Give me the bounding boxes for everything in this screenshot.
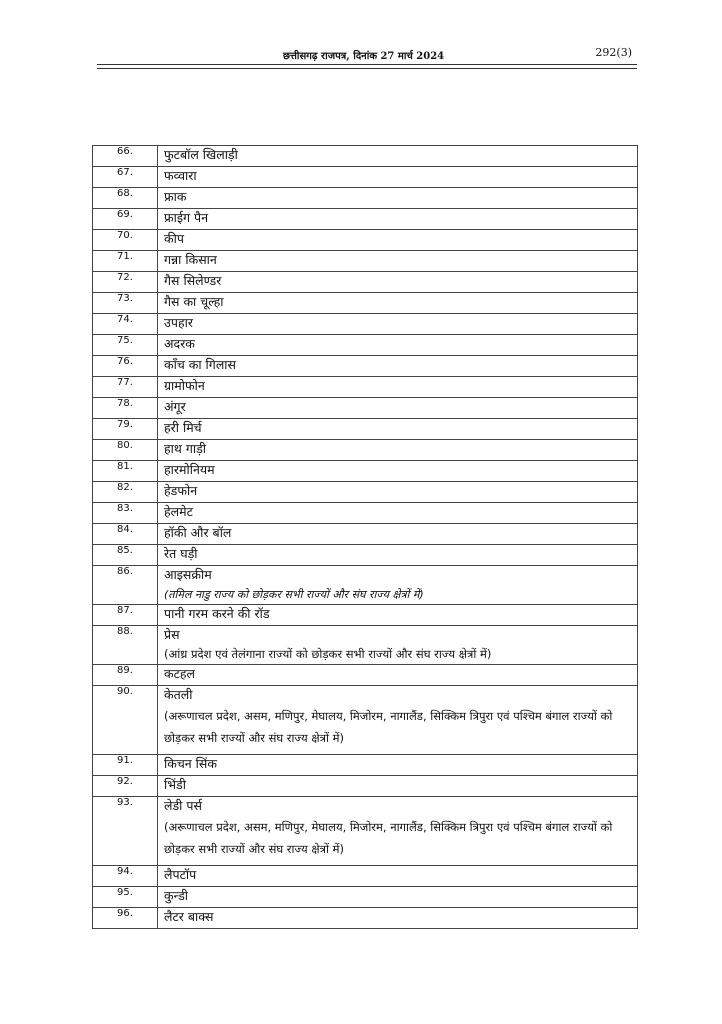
- table-row: [93, 335, 638, 356]
- page-number: 292(3): [595, 46, 632, 59]
- item-exception-note: (तमिल नाडु राज्य को छोड़कर सभी राज्यों और संघ राज्य क्षेत्रों में): [164, 587, 424, 601]
- row-number: 94.: [93, 866, 158, 887]
- item-exception-note: (आंध्र प्रदेश एवं तेलंगाना राज्यों को छोड़कर सभी राज्यों और संघ राज्य क्षेत्रों में): [164, 646, 492, 661]
- table-row: [93, 797, 638, 866]
- table-row: [93, 887, 638, 908]
- item-name: हरी मिर्च: [158, 419, 638, 440]
- table-row: [93, 503, 638, 524]
- item-name: उपहार: [158, 314, 638, 335]
- item-name: फ्राक: [158, 188, 638, 209]
- item-name: फव्वारा: [158, 167, 638, 188]
- item-cell: [158, 686, 638, 755]
- table-row: [93, 167, 638, 188]
- row-number: 87.: [93, 605, 158, 626]
- row-number: 96.: [93, 908, 158, 929]
- row-number: 82.: [93, 482, 158, 503]
- table-row: [93, 776, 638, 797]
- table-row: [93, 230, 638, 251]
- table-row: [93, 146, 638, 167]
- item-cell: [158, 566, 638, 605]
- row-number: 84.: [93, 524, 158, 545]
- item-name: पानी गरम करने की रॉड: [158, 605, 638, 626]
- table-row: [93, 272, 638, 293]
- row-number: 92.: [93, 776, 158, 797]
- row-number: 78.: [93, 398, 158, 419]
- row-number: 69.: [93, 209, 158, 230]
- item-name: गन्ना किसान: [158, 251, 638, 272]
- row-number: 71.: [93, 251, 158, 272]
- row-number: 80.: [93, 440, 158, 461]
- row-number: 90.: [93, 686, 158, 755]
- item-name: गैस सिलेण्डर: [158, 272, 638, 293]
- table-row: [93, 293, 638, 314]
- table-row: [93, 545, 638, 566]
- table-row: [93, 524, 638, 545]
- item-name: केतली: [164, 687, 193, 702]
- item-name: हॉकी और बॉल: [158, 524, 638, 545]
- item-exception-note: (अरूणाचल प्रदेश, असम, मणिपुर, मेघालय, मिजोरम, नागालैंड, सिक्किम त्रिपुरा एवं पश्चिम बंगाल राज्यों को छोड़कर सभी राज्यों और संघ राज्य क्षेत्रों में): [164, 819, 613, 856]
- item-name: हारमोनियम: [158, 461, 638, 482]
- row-number: 77.: [93, 377, 158, 398]
- table-row: [93, 314, 638, 335]
- table-row: [93, 482, 638, 503]
- item-name: अंगूर: [158, 398, 638, 419]
- table-row: [93, 605, 638, 626]
- item-name: किचन सिंक: [158, 755, 638, 776]
- item-name: लैपटॉप: [158, 866, 638, 887]
- item-cell: [158, 626, 638, 665]
- table-row: [93, 626, 638, 665]
- item-name: भिंडी: [158, 776, 638, 797]
- item-name: हेडफोन: [158, 482, 638, 503]
- row-number: 67.: [93, 167, 158, 188]
- header-rule-top: [97, 64, 637, 65]
- table-row: [93, 209, 638, 230]
- table-row: [93, 908, 638, 929]
- row-number: 74.: [93, 314, 158, 335]
- row-number: 89.: [93, 665, 158, 686]
- table-row: [93, 440, 638, 461]
- row-number: 72.: [93, 272, 158, 293]
- table-row: [93, 686, 638, 755]
- item-name: आइसक्रीम: [164, 567, 212, 582]
- item-name: रेत घड़ी: [158, 545, 638, 566]
- table-row: [93, 398, 638, 419]
- row-number: 66.: [93, 146, 158, 167]
- table-row: [93, 377, 638, 398]
- item-name: हाथ गाड़ी: [158, 440, 638, 461]
- row-number: 95.: [93, 887, 158, 908]
- item-name: हेलमेट: [158, 503, 638, 524]
- row-number: 93.: [93, 797, 158, 866]
- row-number: 88.: [93, 626, 158, 665]
- symbol-list-table: [92, 145, 638, 929]
- row-number: 79.: [93, 419, 158, 440]
- item-name: कीप: [158, 230, 638, 251]
- item-name: प्रेस: [164, 627, 180, 642]
- header-rule-bottom: [97, 68, 637, 69]
- item-cell: [158, 797, 638, 866]
- item-name: ग्रामोफोन: [158, 377, 638, 398]
- table-row: [93, 188, 638, 209]
- row-number: 70.: [93, 230, 158, 251]
- item-name: कुन्डी: [158, 887, 638, 908]
- page-header: [0, 44, 722, 64]
- table-row: [93, 665, 638, 686]
- row-number: 76.: [93, 356, 158, 377]
- table-row: [93, 755, 638, 776]
- gazette-title: छत्तीसगढ़ राजपत्र, दिनांक 27 मार्च 2024: [283, 51, 445, 62]
- row-number: 83.: [93, 503, 158, 524]
- row-number: 81.: [93, 461, 158, 482]
- item-name: गैस का चूल्हा: [158, 293, 638, 314]
- table-row: [93, 356, 638, 377]
- item-name: फ्राईग पैन: [158, 209, 638, 230]
- item-name: लैटर बाक्स: [158, 908, 638, 929]
- table-row: [93, 419, 638, 440]
- item-exception-note: (अरूणाचल प्रदेश, असम, मणिपुर, मेघालय, मिजोरम, नागालैंड, सिक्किम त्रिपुरा एवं पश्चिम बंगाल राज्यों को छोड़कर सभी राज्यों और संघ राज्य क्षेत्रों में): [164, 708, 613, 745]
- row-number: 73.: [93, 293, 158, 314]
- row-number: 75.: [93, 335, 158, 356]
- row-number: 85.: [93, 545, 158, 566]
- row-number: 86.: [93, 566, 158, 605]
- item-name: काँच का गिलास: [158, 356, 638, 377]
- table-row: [93, 866, 638, 887]
- item-name: अदरक: [158, 335, 638, 356]
- table-row: [93, 251, 638, 272]
- item-name: कटहल: [158, 665, 638, 686]
- table-row: [93, 566, 638, 605]
- item-name: फुटबॉल खिलाड़ी: [158, 146, 638, 167]
- table-row: [93, 461, 638, 482]
- row-number: 91.: [93, 755, 158, 776]
- item-name: लेडी पर्स: [164, 798, 202, 813]
- row-number: 68.: [93, 188, 158, 209]
